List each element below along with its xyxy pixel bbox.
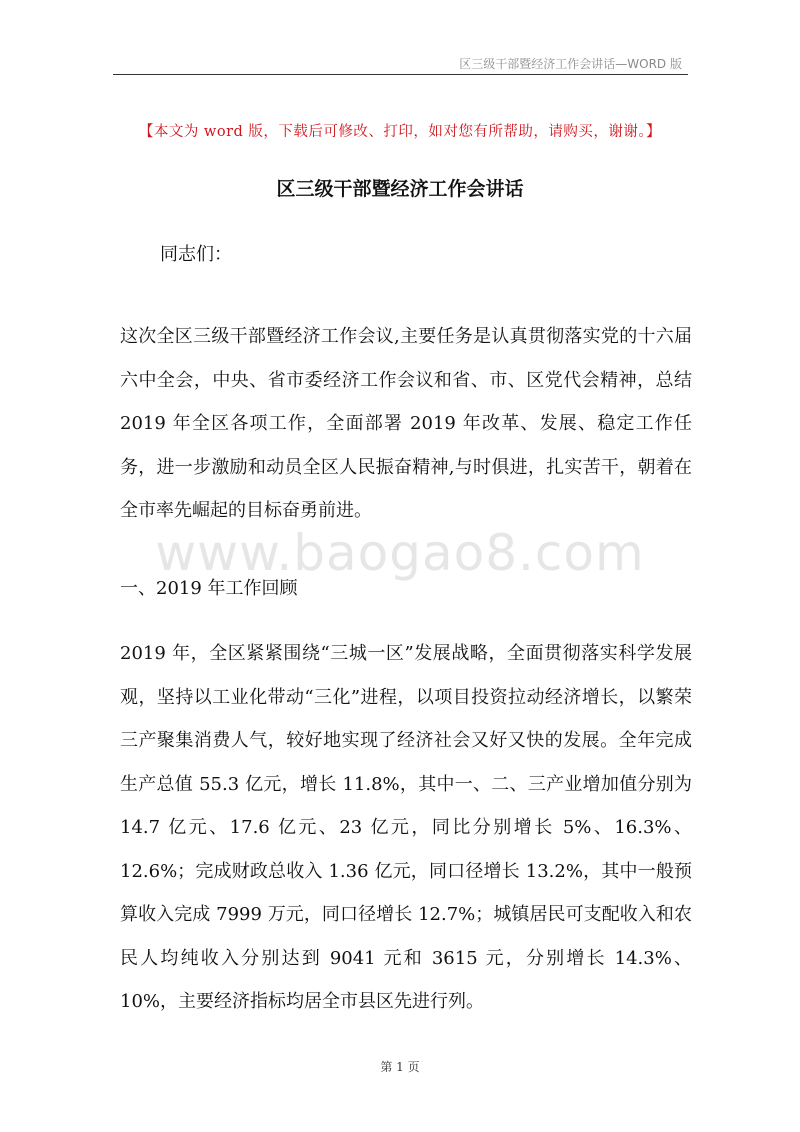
page-number: 第 1 页 (380, 1060, 420, 1074)
intro-paragraph: 这次全区三级干部暨经济工作会议,主要任务是认真贯彻落实党的十六届六中全会，中央、省市委经济工作会议和省、市、区党代会精神，总结 2019 年全区各项工作，全面部署 2019 年改革、发展、稳定工作任务，进一步激励和动员全区人民振奋精神,与时俱进，扎实苦干，朝着在全市率先崛起的目标奋勇前进。 (120, 326, 692, 521)
header-divider (113, 74, 688, 75)
download-notice: 【本文为 word 版，下载后可修改、打印，如对您有所帮助，请购买，谢谢。】 (138, 124, 662, 140)
running-header: 区三级干部暨经济工作会讲话—WORD 版 (459, 57, 682, 71)
review-paragraph: 2019 年，全区紧紧围绕“三城一区”发展战略，全面贯彻落实科学发展观，坚持以工业化带动“三化”进程，以项目投资拉动经济增长，以繁荣三产聚集消费人气，较好地实现了经济社会又好又快的发展。全年完成生产总值 55.3 亿元，增长 11.8%，其中一、二、三产业增加值分别为 14.7 亿元、17.6 亿元、23 亿元，同比分别增长 5%、16.3%、12.6%；完成财政总收入 1.36 亿元，同口径增长 13.2%，其中一般预算收入完成 7999 万元，同口径增长 12.7%；城镇居民可支配收入和农民人均纯收入分别达到 9041 元和 3615 元，分别增长 14.3%、10%，主要经济指标均居全市县区先进行列。 (120, 643, 692, 1012)
section-heading: 一、2019 年工作回顾 (120, 578, 298, 599)
site-watermark: www.baogao8.com (155, 524, 645, 582)
page-title: 区三级干部暨经济工作会讲话 (276, 178, 524, 200)
salutation: 同志们： (160, 244, 232, 265)
